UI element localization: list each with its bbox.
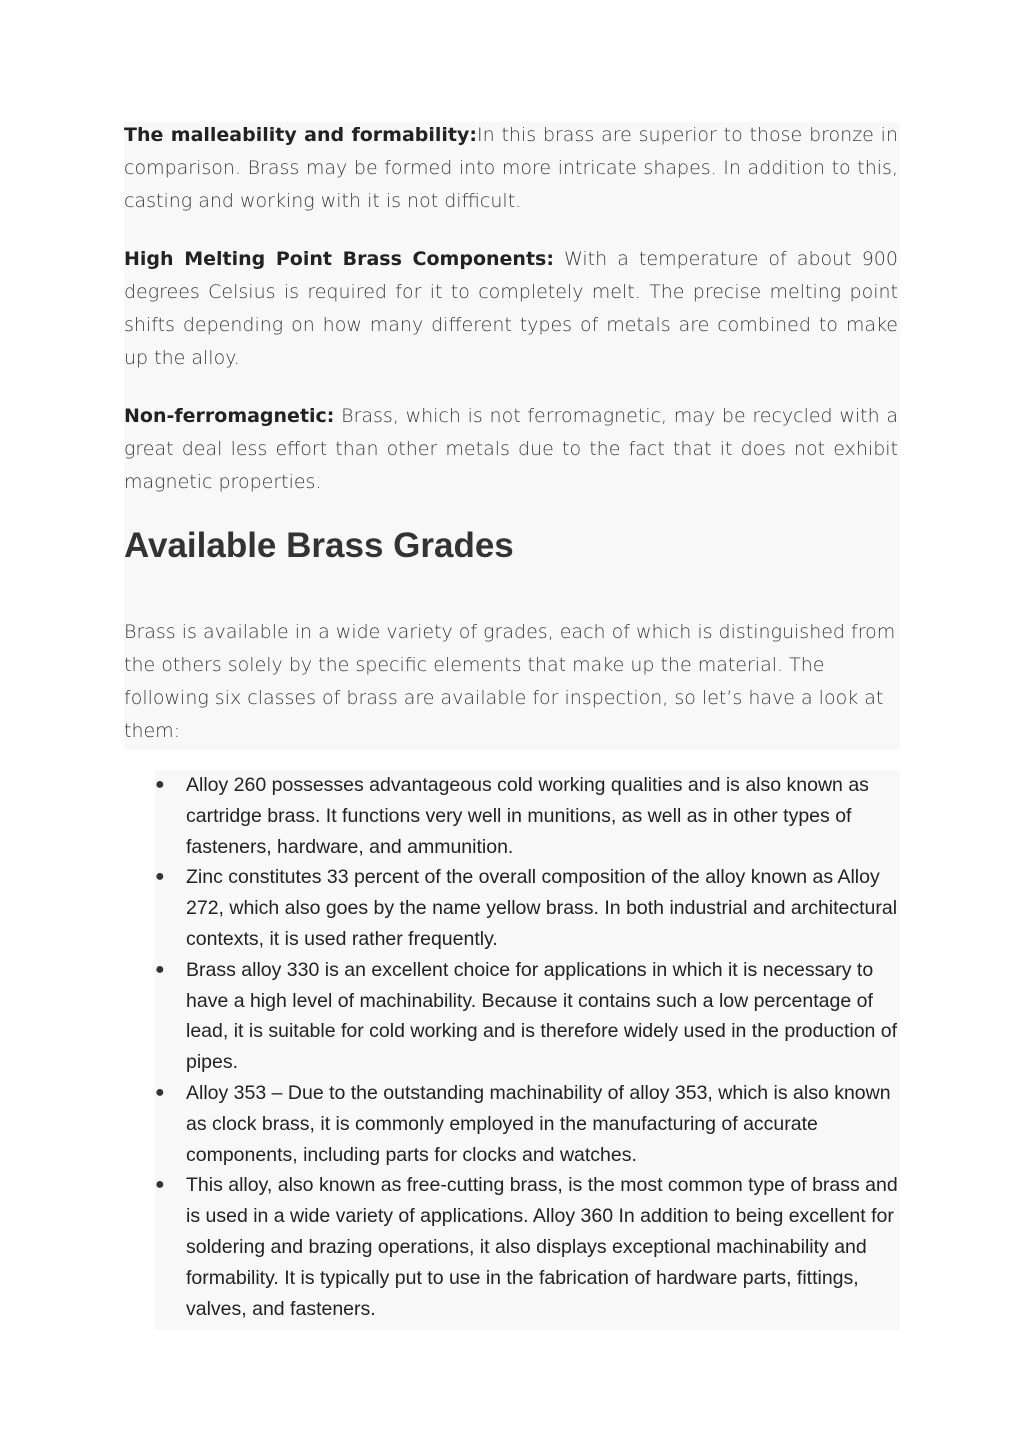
section-intro: Brass is available in a wide variety of grades, each of which is distinguished from the others solely by the specific elements that make up the material. The following six classes of brass are available for inspection, so let’s have a look at them: — [124, 621, 896, 742]
property-term: Non-ferromagnetic: — [124, 405, 335, 427]
property-text: In this brass are superior to those bronze in comparison. Brass may be formed into more intricate shapes. In addition to this, casting and working with it is not difficult. — [124, 124, 898, 212]
list-item-text: Zinc constitutes 33 percent of the overall composition of the alloy known as Alloy 272, which also goes by the name yellow brass. In both industrial and architectural contexts, it is used rather frequently. — [186, 866, 898, 950]
property-text: With a temperature of about 900 degrees Celsius is required for it to completely melt. The precise melting point shifts depending on how many different types of metals are combined to make up the alloy. — [124, 248, 898, 369]
brass-grades-list — [155, 770, 900, 1324]
list-item-text: Alloy 260 possesses advantageous cold working qualities and is also known as cartridge brass. It functions very well in munitions, as well as in other types of fasteners, hardware, and ammunition. — [186, 774, 869, 858]
list-item — [155, 955, 900, 1078]
list-item — [155, 1078, 900, 1170]
bullet-icon: ● — [155, 1083, 165, 1101]
property-melting-point — [124, 243, 898, 375]
list-item-text: Alloy 353 – Due to the outstanding machinability of alloy 353, which is also known as clock brass, it is commonly employed in the manufacturing of accurate components, including parts for clocks and watches. — [186, 1081, 891, 1166]
list-item-text: This alloy, also known as free-cutting brass, is the most common type of brass and is used in a wide variety of applications. Alloy 360 In addition to being excellent for soldering and brazing operations, it also displays exceptional machinability and formability. It is typically put to use in the fabrication of hardware parts, fittings, valves, and fasteners. — [186, 1174, 898, 1320]
property-non-ferromagnetic — [124, 400, 898, 499]
bullet-icon: ● — [155, 1176, 165, 1194]
bullet-icon: ● — [155, 776, 165, 793]
property-term: The malleability and formability: — [124, 124, 477, 146]
property-term: High Melting Point Brass Components: — [124, 248, 554, 270]
list-item — [155, 862, 900, 954]
document-body — [124, 119, 898, 773]
list-item — [155, 770, 900, 862]
bullet-icon: ● — [155, 960, 165, 978]
bullet-icon: ● — [155, 868, 165, 886]
property-text: Brass, which is not ferromagnetic, may be recycled with a great deal less effort than other metals due to the fact that it does not exhibit magnetic properties. — [124, 405, 898, 493]
list-item-text: Brass alloy 330 is an excellent choice for applications in which it is necessary to have a high level of machinability. Because it contains such a low percentage of lead, it is suitable for cold working and is therefore widely used in the production of pipes. — [186, 958, 898, 1074]
section-heading: Available Brass Grades — [124, 526, 514, 565]
property-malleability — [124, 119, 898, 218]
list-item — [155, 1170, 900, 1324]
